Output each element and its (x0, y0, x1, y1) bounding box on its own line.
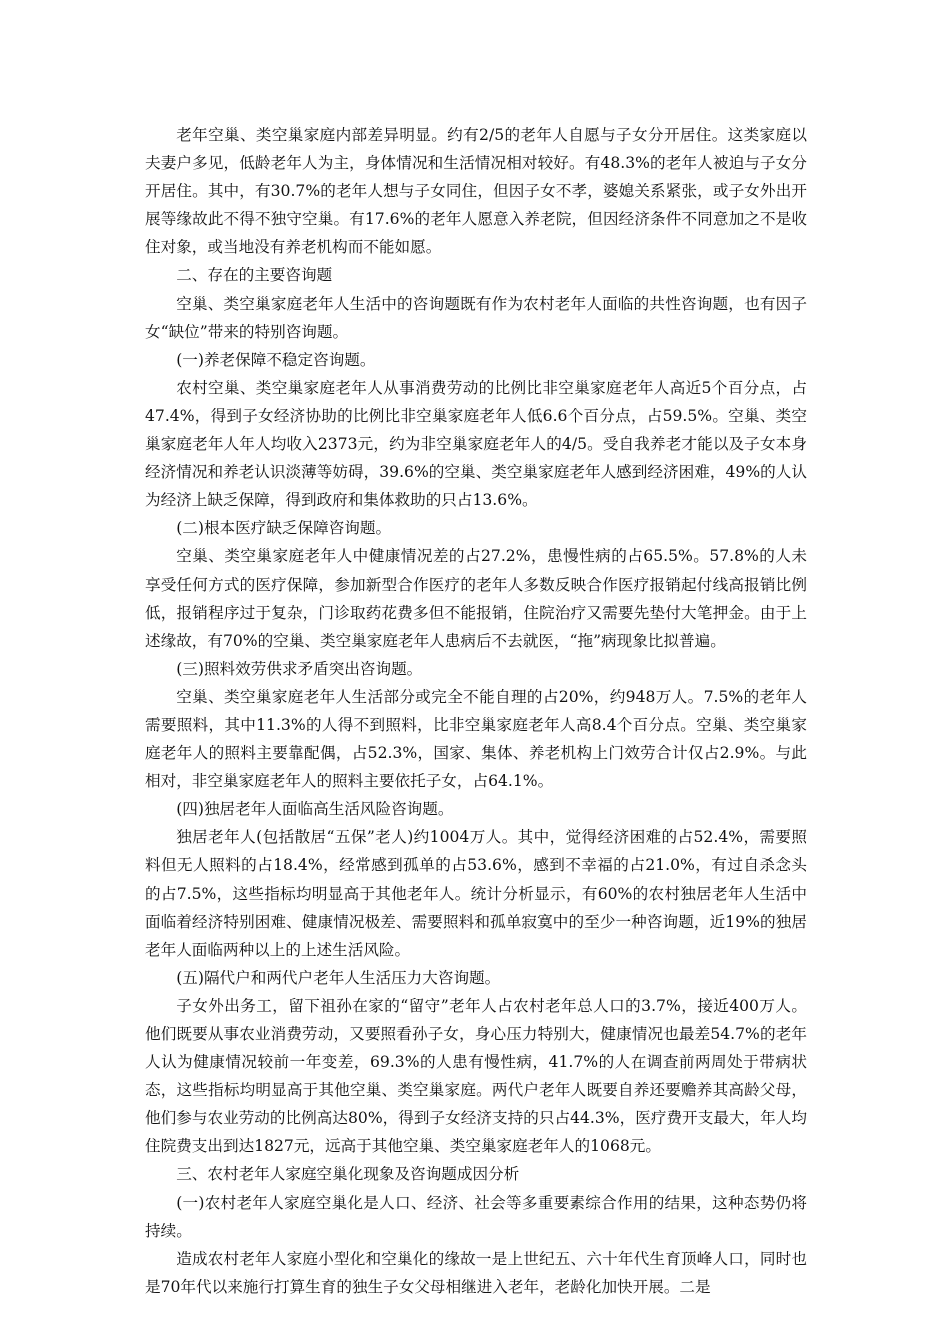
paragraph-problems-intro: 空巢、类空巢家庭老年人生活中的咨询题既有作为农村老年人面临的共性咨询题，也有因子女“缺位”带来的特别咨询题。 (145, 294, 807, 341)
subheading-skip-generation-pressure: (五)隔代户和两代户老年人生活压力大咨询题。 (176, 968, 501, 987)
paragraph-cause-analysis-1: (一)农村老年人家庭空巢化是人口、经济、社会等多重要素综合作用的结果，这种态势仍将持续。 (145, 1193, 807, 1240)
paragraph-skip-generation-pressure: 子女外出务工，留下祖孙在家的“留守”老年人占农村老年总人口的3.7%，接近400万人。他们既要从事农业消费劳动，又要照看孙子女，身心压力特别大，健康情况也最差54.7%的老年人认为健康情况较前一年变差，69.3%的人患有慢性病，41.7%的人在调查前两周处于带病状态，这些指标均明显高于其他空巢、类空巢家庭。两代户老年人既要自养还要赡养其高龄父母，他们参与农业劳动的比例高达80%，得到子女经济支持的只占44.3%，医疗费开支最大，年人均住院费支出到达1827元，远高于其他空巢、类空巢家庭老年人的1068元。 (145, 996, 807, 1156)
section-heading-main-problems: 二、存在的主要咨询题 (176, 266, 333, 285)
paragraph-living-alone-risk: 独居老年人(包括散居“五保”老人)约1004万人。其中，觉得经济困难的占52.4%，需要照料但无人照料的占18.4%，经常感到孤单的占53.6%，感到不幸福的占21.0%，有过自杀念头的占7.5%，这些指标均明显高于其他老年人。统计分析显示，有60%的农村独居老年人生活中面临着经济特别困难、健康情况极差、需要照料和孤单寂寞中的至少一种咨询题，近19%的独居老年人面临两种以上的上述生活风险。 (145, 828, 807, 959)
paragraph-pension-security: 农村空巢、类空巢家庭老年人从事消费劳动的比例比非空巢家庭老年人高近5个百分点，占47.4%，得到子女经济协助的比例比非空巢家庭老年人低6.6个百分点，占59.5%。空巢、类空巢家庭老年人年人均收入2373元，约为非空巢家庭老年人的4/5。受自我养老才能以及子女本身经济情况和养老认识淡薄等妨碍，39.6%的空巢、类空巢家庭老年人感到经济困难，49%的人认为经济上缺乏保障，得到政府和集体救助的只占13.6%。 (145, 378, 807, 510)
section-heading-cause-analysis: 三、农村老年人家庭空巢化现象及咨询题成因分析 (176, 1165, 520, 1184)
paragraph-empty-nest-differences: 老年空巢、类空巢家庭内部差异明显。约有2/5的老年人自愿与子女分开居住。这类家庭以夫妻户多见，低龄老年人为主，身体情况和生活情况相对较好。有48.3%的老年人被迫与子女分开居住。其中，有30.7%的老年人想与子女同住，但因子女不孝，婆媳关系紧张，或子女外出开展等缘故此不得不独守空巢。有17.6%的老年人愿意入养老院，但因经济条件不同意加之不是收住对象，或当地没有养老机构而不能如愿。 (145, 126, 807, 257)
paragraph-care-services: 空巢、类空巢家庭老年人生活部分或完全不能自理的占20%，约948万人。7.5%的老年人需要照料，其中11.3%的人得不到照料，比非空巢家庭老年人高8.4个百分点。空巢、类空巢家庭老年人的照料主要靠配偶，占52.3%，国家、集体、养老机构上门效劳合计仅占2.9%。与此相对，非空巢家庭老年人的照料主要依托子女，占64.1%。 (145, 687, 807, 791)
subheading-living-alone-risk: (四)独居老年人面临高生活风险咨询题。 (176, 800, 454, 819)
subheading-pension-security: (一)养老保障不稳定咨询题。 (176, 350, 376, 369)
subheading-medical-security: (二)根本医疗缺乏保障咨询题。 (176, 519, 392, 538)
paragraph-medical-security: 空巢、类空巢家庭老年人中健康情况差的占27.2%，患慢性病的占65.5%。57.8%的人未享受任何方式的医疗保障，参加新型合作医疗的老年人多数反映合作医疗报销起付线高报销比例低，报销程序过于复杂，门诊取药花费多但不能报销，住院治疗又需要先垫付大笔押金。由于上述缘故，有70%的空巢、类空巢家庭老年人患病后不去就医，“拖”病现象比拟普遍。 (145, 547, 807, 650)
document-page (145, 121, 807, 1301)
paragraph-cause-analysis-2: 造成农村老年人家庭小型化和空巢化的缘故一是上世纪五、六十年代生育顶峰人口，同时也是70年代以来施行打算生育的独生子女父母相继进入老年，老龄化加快开展。二是 (145, 1249, 807, 1296)
subheading-care-services: (三)照料效劳供求矛盾突出咨询题。 (176, 659, 423, 678)
